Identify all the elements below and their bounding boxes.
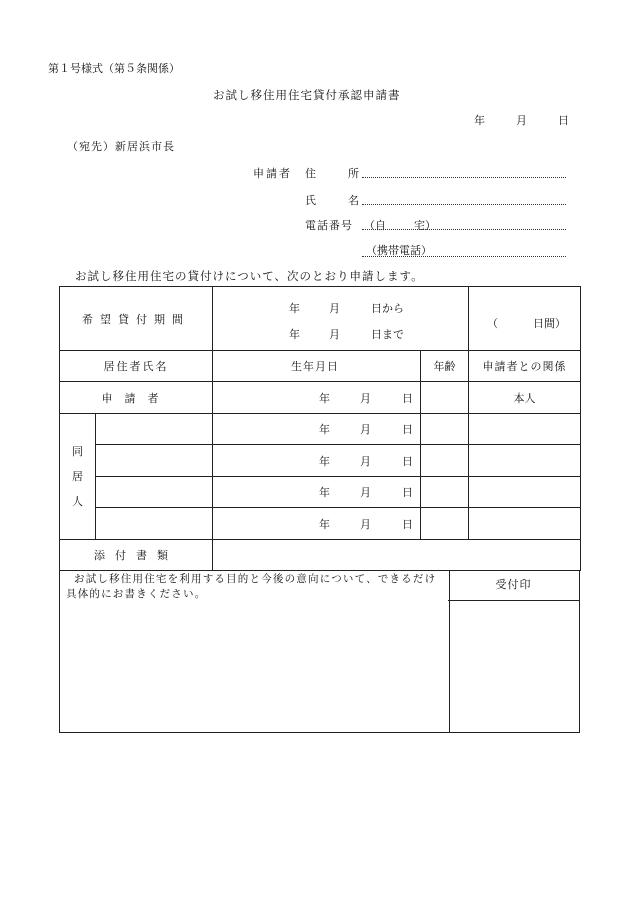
table-row xyxy=(60,414,581,445)
table-row xyxy=(60,445,581,477)
phone-mobile-field[interactable] xyxy=(362,256,566,257)
days-label: 日間） xyxy=(533,317,566,330)
cohabitant-birthdate[interactable]: 年 月 日 xyxy=(213,414,421,445)
addressee: （宛先）新居浜市長 xyxy=(67,140,175,153)
intro-text: お試し移住用住宅の貸付けについて、次のとおり申請します。 xyxy=(75,269,424,283)
form-title: お試し移住用住宅貸付承認申請書 xyxy=(213,88,401,102)
cohabitant-birthdate[interactable]: 年 月 日 xyxy=(213,477,421,508)
table-row xyxy=(60,508,581,540)
period-to-month: 月 xyxy=(329,328,340,341)
cohabitant-name[interactable] xyxy=(96,414,213,445)
address-label-1: 住 xyxy=(305,167,316,180)
col-age-header: 年齢 xyxy=(421,351,469,382)
applicant-birthdate[interactable]: 年 月 日 xyxy=(213,382,421,414)
address-field[interactable] xyxy=(362,177,566,178)
phone-label: 電話番号 xyxy=(305,219,353,232)
table-row xyxy=(60,382,581,414)
date-month: 月 xyxy=(516,114,527,127)
date-year: 年 xyxy=(474,114,485,127)
name-label-1: 氏 xyxy=(305,194,316,207)
phone-home-close: 宅） xyxy=(414,219,436,232)
cohabitant-age[interactable] xyxy=(421,508,469,540)
receipt-stamp-box xyxy=(448,570,580,733)
days-open: （ xyxy=(487,317,498,330)
cohabitant-relation[interactable] xyxy=(469,445,581,477)
cohabitant-birthdate[interactable]: 年 月 日 xyxy=(213,445,421,477)
applicant-row-label: 申請者 xyxy=(60,382,213,414)
cohabitant-label: 同 居 人 xyxy=(60,414,96,540)
period-from-day: 日から xyxy=(371,302,404,315)
cohabitant-age[interactable] xyxy=(421,414,469,445)
applicant-relation: 本人 xyxy=(469,382,581,414)
period-label: 希望貸付期間 xyxy=(60,287,213,351)
period-days[interactable] xyxy=(469,287,581,351)
period-to-day: 日まで xyxy=(371,328,404,341)
form-number: 第１号様式（第５条関係） xyxy=(48,62,180,75)
period-from-year: 年 xyxy=(289,302,300,315)
attachments-field[interactable] xyxy=(213,540,581,571)
attachments-label: 添付書類 xyxy=(60,540,213,571)
application-table xyxy=(59,286,581,571)
phone-home-open: （自 xyxy=(364,219,386,232)
period-to-year: 年 xyxy=(289,328,300,341)
table-row xyxy=(60,477,581,508)
cohabitant-relation[interactable] xyxy=(469,508,581,540)
period-from-month: 月 xyxy=(329,302,340,315)
purpose-box[interactable] xyxy=(59,570,450,733)
applicant-age[interactable] xyxy=(421,382,469,414)
cohabitant-age[interactable] xyxy=(421,477,469,508)
date-day: 日 xyxy=(558,114,569,127)
purpose-instructions: お試し移住用住宅を利用する目的と今後の意向について、できるだけ具体的にお書きください。 xyxy=(66,573,437,600)
cohabitant-name[interactable] xyxy=(96,508,213,540)
address-label-2: 所 xyxy=(348,167,359,180)
phone-home-field[interactable] xyxy=(362,229,566,230)
cohabitant-age[interactable] xyxy=(421,445,469,477)
cohabitant-relation[interactable] xyxy=(469,414,581,445)
col-birth-header: 生年月日 xyxy=(213,351,421,382)
period-dates[interactable] xyxy=(213,287,469,351)
col-relation-header: 申請者との関係 xyxy=(469,351,581,382)
phone-mobile-label: （携帯電話） xyxy=(366,244,432,257)
cohabitant-name[interactable] xyxy=(96,445,213,477)
receipt-stamp-label: 受付印 xyxy=(448,570,579,601)
name-label-2: 名 xyxy=(348,194,359,207)
cohabitant-birthdate[interactable]: 年 月 日 xyxy=(213,508,421,540)
applicant-role-label: 申請者 xyxy=(253,167,292,180)
col-name-header: 居住者氏名 xyxy=(60,351,213,382)
cohabitant-name[interactable] xyxy=(96,477,213,508)
cohabitant-relation[interactable] xyxy=(469,477,581,508)
name-field[interactable] xyxy=(362,204,566,205)
